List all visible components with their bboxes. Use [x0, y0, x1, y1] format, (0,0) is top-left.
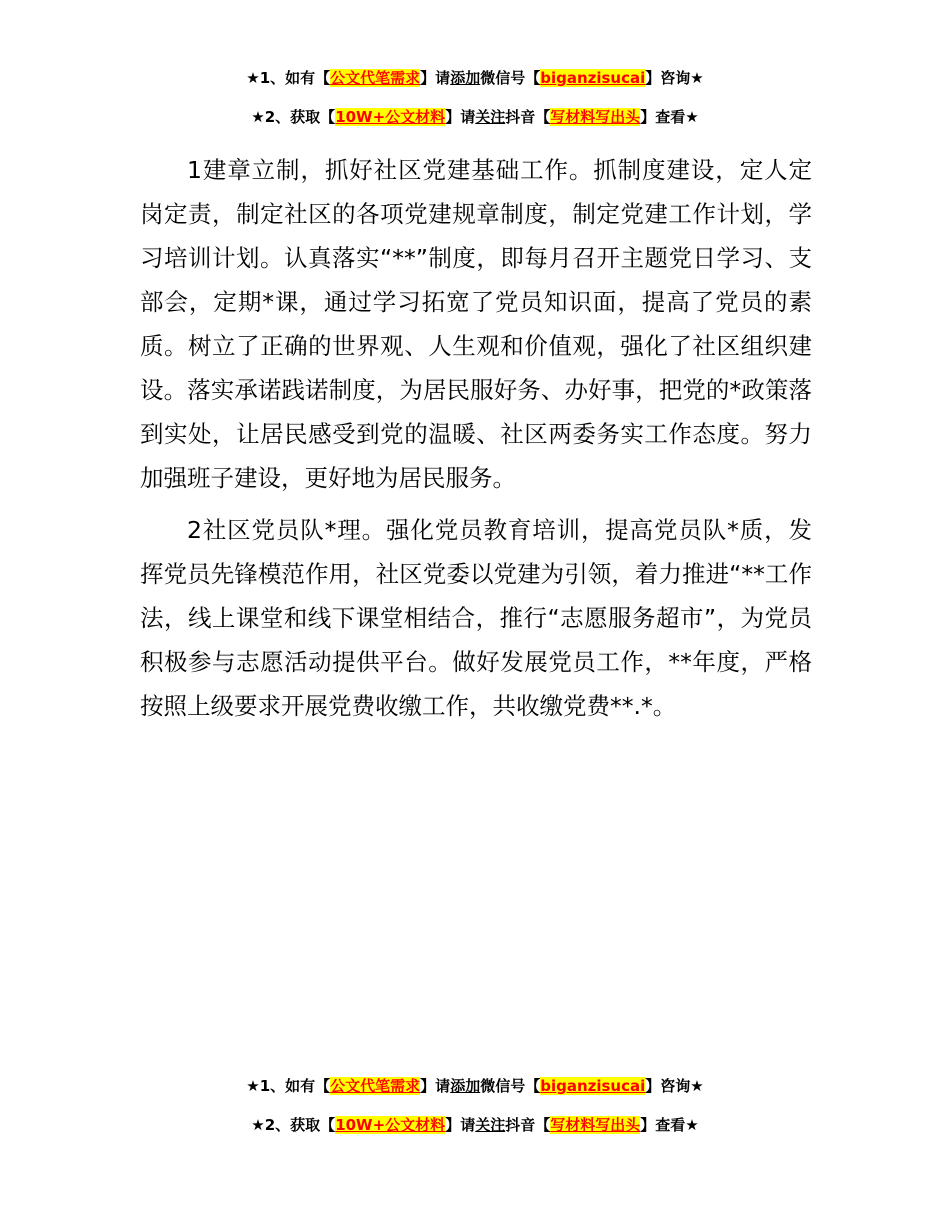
promo-text: 微信号【: [480, 69, 541, 87]
promo-text: 微信号【: [480, 1077, 541, 1095]
promo-text: ★2、获取【: [251, 1116, 336, 1134]
promo-text: 】咨询★: [645, 69, 704, 87]
promo-text: 】请: [420, 1077, 451, 1095]
promo-text: 】请: [445, 108, 476, 126]
promo-text: 抖音【: [505, 1116, 551, 1134]
promo-underlined: 添加: [450, 1077, 481, 1095]
promo-text: 】请: [445, 1116, 476, 1134]
paragraph-2: 2社区党员队*理。强化党员教育培训，提高党员队*质，发挥党员先锋模范作用，社区党委以党建为引领，着力推进“**工作法，线上课堂和线下课堂相结合，推行“志愿服务超市”，为党员积极参与志愿活动提供平台。做好发展党员工作，**年度，严格按照上级要求开展党费收缴工作，共收缴党费**.*。: [140, 516, 812, 720]
promo-text: ★1、如有【: [246, 69, 331, 87]
promo-text: 抖音【: [505, 108, 551, 126]
promo-underlined: 关注: [475, 1116, 506, 1134]
promo-underlined: 关注: [475, 108, 506, 126]
paragraph-1: 1建章立制，抓好社区党建基础工作。抓制度建设，定人定岗定责，制定社区的各项党建规章制度，制定党建工作计划，学习培训计划。认真落实“**”制度，即每月召开主题党日学习、支部会，定期*课，通过学习拓宽了党员知识面，提高了党员的素质。树立了正确的世界观、人生观和价值观，强化了社区组织建设。落实承诺践诺制度，为居民服好务、办好事，把党的*政策落到实处，让居民感受到党的温暖、社区两委务实工作态度。努力加强班子建设，更好地为居民服务。: [140, 156, 812, 492]
promo-text: ★2、获取【: [251, 108, 336, 126]
promo-highlight: 公文代笔需求: [330, 69, 421, 87]
header-promo-line-1: [0, 67, 950, 89]
promo-wechat-id: biganzisucai: [540, 69, 646, 87]
footer-promo-line-2: [0, 1114, 950, 1136]
promo-highlight: 10W+公文材料: [335, 1116, 446, 1134]
promo-douyin-id: 写材料写出头: [550, 1116, 641, 1134]
promo-text: ★1、如有【: [246, 1077, 331, 1095]
promo-highlight: 10W+公文材料: [335, 108, 446, 126]
promo-highlight: 公文代笔需求: [330, 1077, 421, 1095]
promo-underlined: 添加: [450, 69, 481, 87]
promo-wechat-id: biganzisucai: [540, 1077, 646, 1095]
document-body: [140, 148, 812, 736]
promo-text: 】咨询★: [645, 1077, 704, 1095]
promo-text: 】请: [420, 69, 451, 87]
header-promo-line-2: [0, 106, 950, 128]
promo-text: 】查看★: [640, 1116, 699, 1134]
promo-douyin-id: 写材料写出头: [550, 108, 641, 126]
promo-text: 】查看★: [640, 108, 699, 126]
footer-promo-line-1: [0, 1075, 950, 1097]
